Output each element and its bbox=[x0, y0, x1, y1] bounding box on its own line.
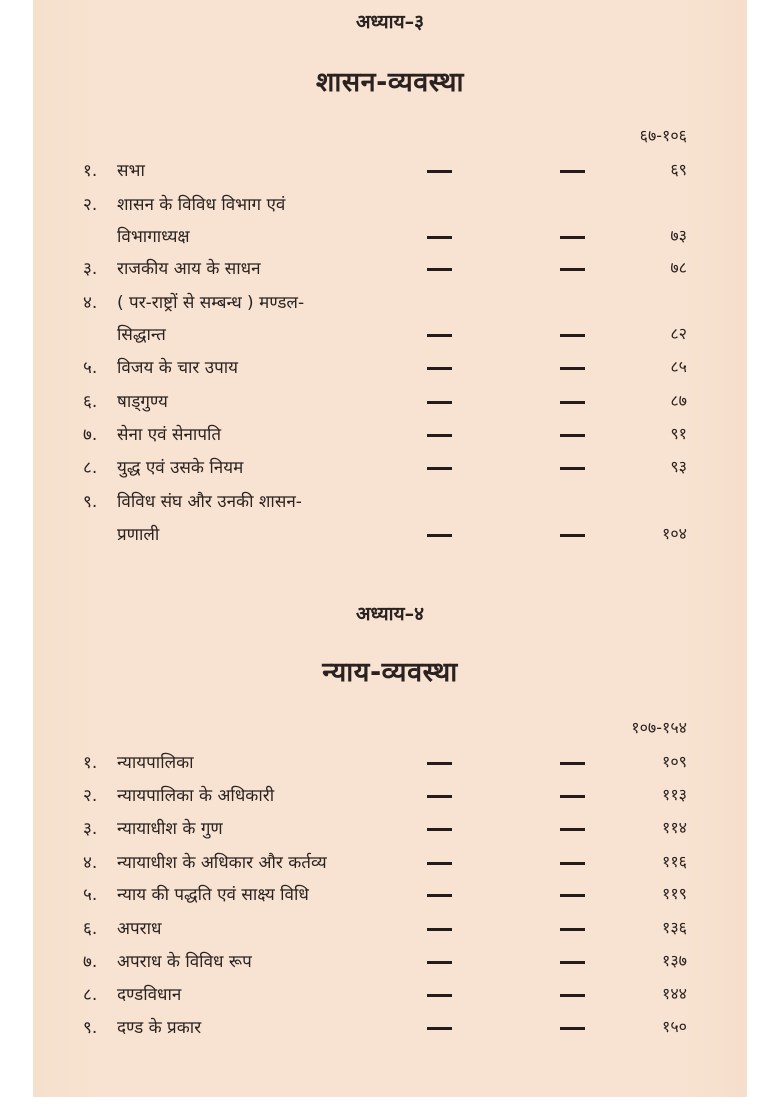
entry-page-number: १४४ bbox=[662, 984, 687, 1003]
toc-entry bbox=[33, 455, 747, 485]
leader-dash bbox=[427, 268, 452, 271]
leader-dash bbox=[427, 961, 452, 964]
toc-entry bbox=[33, 1015, 747, 1045]
leader-dash bbox=[560, 401, 585, 404]
entry-number: १. bbox=[83, 161, 98, 181]
entry-title: ( पर-राष्ट्रों से सम्बन्ध ) मण्डल- bbox=[117, 293, 305, 313]
entry-number: ४. bbox=[83, 293, 98, 313]
entry-title: युद्ध एवं उसके नियम bbox=[117, 458, 244, 478]
leader-dash bbox=[560, 170, 585, 173]
leader-dash bbox=[427, 334, 452, 337]
leader-dash bbox=[560, 928, 585, 931]
entry-number: ५. bbox=[83, 885, 98, 905]
entry-number: ७. bbox=[83, 425, 98, 445]
leader-dash bbox=[427, 994, 452, 997]
toc-entry bbox=[33, 982, 747, 1012]
entry-title: राजकीय आय के साधन bbox=[117, 259, 261, 279]
toc-entry bbox=[33, 290, 747, 350]
leader-dash bbox=[560, 268, 585, 271]
entry-number: ८. bbox=[83, 458, 98, 478]
entry-page-number: ७८ bbox=[670, 258, 687, 277]
entry-page-number: ८२ bbox=[670, 324, 687, 343]
entry-page-number: ६९ bbox=[670, 160, 687, 179]
leader-dash bbox=[560, 862, 585, 865]
leader-dash bbox=[560, 795, 585, 798]
leader-dash bbox=[560, 367, 585, 370]
entry-number: ४. bbox=[83, 853, 98, 873]
leader-dash bbox=[427, 862, 452, 865]
entry-title-continuation: सिद्धान्त bbox=[117, 325, 166, 345]
leader-dash bbox=[427, 928, 452, 931]
entry-title: सभा bbox=[117, 161, 145, 181]
toc-entry bbox=[33, 783, 747, 813]
entry-page-number: ७३ bbox=[670, 226, 687, 245]
entry-number: ८. bbox=[83, 985, 98, 1005]
leader-dash bbox=[560, 334, 585, 337]
entry-page-number: १०४ bbox=[662, 524, 687, 543]
leader-dash bbox=[427, 170, 452, 173]
entry-title: विजय के चार उपाय bbox=[117, 358, 238, 378]
toc-entry bbox=[33, 949, 747, 979]
entry-page-number: ८५ bbox=[670, 357, 687, 376]
toc-entry bbox=[33, 422, 747, 452]
toc-entry bbox=[33, 355, 747, 385]
leader-dash bbox=[560, 534, 585, 537]
chapter-3-title: शासन-व्यवस्था bbox=[316, 67, 464, 98]
leader-dash bbox=[427, 1027, 452, 1030]
toc-entry bbox=[33, 816, 747, 846]
chapter-4-title: न्याय-व्यवस्था bbox=[322, 657, 458, 688]
leader-dash bbox=[560, 762, 585, 765]
entry-title: सेना एवं सेनापति bbox=[117, 425, 222, 445]
toc-entry bbox=[33, 882, 747, 912]
entry-number: ९. bbox=[83, 492, 98, 512]
leader-dash bbox=[427, 762, 452, 765]
entry-title-continuation: विभागाध्यक्ष bbox=[117, 227, 190, 247]
entry-page-number: ११६ bbox=[662, 852, 687, 871]
chapter-4-label: अध्याय–४ bbox=[355, 603, 424, 625]
entry-page-number: ११३ bbox=[662, 785, 687, 804]
leader-dash bbox=[427, 401, 452, 404]
entry-page-number: १०९ bbox=[662, 752, 687, 771]
entry-number: ६. bbox=[83, 919, 98, 939]
entry-number: १. bbox=[83, 753, 98, 773]
entry-page-number: १३६ bbox=[662, 918, 687, 937]
leader-dash bbox=[427, 236, 452, 239]
entry-page-number: १३७ bbox=[662, 951, 687, 970]
entry-page-number: १५० bbox=[662, 1017, 687, 1036]
entry-number: ६. bbox=[83, 392, 98, 412]
entry-title: अपराध bbox=[117, 919, 162, 939]
toc-entry bbox=[33, 916, 747, 946]
entry-number: ३. bbox=[83, 819, 98, 839]
leader-dash bbox=[560, 894, 585, 897]
toc-entry bbox=[33, 256, 747, 286]
chapter-3-label: अध्याय–३ bbox=[355, 11, 424, 33]
leader-dash bbox=[427, 795, 452, 798]
entry-title: शासन के विविध विभाग एवं bbox=[117, 195, 286, 215]
toc-entry bbox=[33, 389, 747, 419]
leader-dash bbox=[427, 434, 452, 437]
leader-dash bbox=[427, 467, 452, 470]
leader-dash bbox=[560, 828, 585, 831]
leader-dash bbox=[427, 367, 452, 370]
toc-entry bbox=[33, 750, 747, 780]
leader-dash bbox=[560, 434, 585, 437]
entry-number: २. bbox=[83, 195, 98, 215]
toc-entry bbox=[33, 158, 747, 188]
entry-title-continuation: प्रणाली bbox=[117, 525, 160, 545]
leader-dash bbox=[427, 894, 452, 897]
entry-title: न्यायाधीश के गुण bbox=[117, 819, 223, 839]
entry-title: न्यायपालिका के अधिकारी bbox=[117, 786, 275, 806]
entry-title: षाड्गुण्य bbox=[117, 392, 168, 412]
entry-title: दण्डविधान bbox=[117, 985, 182, 1005]
entry-number: ५. bbox=[83, 358, 98, 378]
entry-number: ९. bbox=[83, 1018, 98, 1038]
toc-entry bbox=[33, 489, 747, 551]
entry-title: अपराध के विविध रूप bbox=[117, 952, 252, 972]
entry-page-number: ११४ bbox=[662, 818, 687, 837]
book-page bbox=[33, 0, 747, 1097]
leader-dash bbox=[560, 961, 585, 964]
entry-number: २. bbox=[83, 786, 98, 806]
leader-dash bbox=[427, 828, 452, 831]
leader-dash bbox=[560, 994, 585, 997]
entry-title: दण्ड के प्रकार bbox=[117, 1018, 202, 1038]
entry-title: विविध संघ और उनकी शासन- bbox=[117, 492, 302, 512]
leader-dash bbox=[560, 236, 585, 239]
toc-entry bbox=[33, 850, 747, 880]
entry-title: न्याय की पद्धति एवं साक्ष्य विधि bbox=[117, 885, 309, 905]
entry-number: ७. bbox=[83, 952, 98, 972]
chapter-4-page-range: १०७-१५४ bbox=[631, 718, 687, 737]
entry-title: न्यायाधीश के अधिकार और कर्तव्य bbox=[117, 853, 327, 873]
entry-page-number: ९१ bbox=[670, 424, 687, 443]
entry-page-number: ११९ bbox=[662, 884, 687, 903]
entry-title: न्यायपालिका bbox=[117, 753, 194, 773]
leader-dash bbox=[560, 467, 585, 470]
toc-entry bbox=[33, 192, 747, 252]
chapter-3-page-range: ६७-१०६ bbox=[639, 126, 687, 145]
entry-number: ३. bbox=[83, 259, 98, 279]
entry-page-number: ८७ bbox=[670, 391, 687, 410]
leader-dash bbox=[560, 1027, 585, 1030]
leader-dash bbox=[427, 534, 452, 537]
entry-page-number: ९३ bbox=[670, 457, 687, 476]
